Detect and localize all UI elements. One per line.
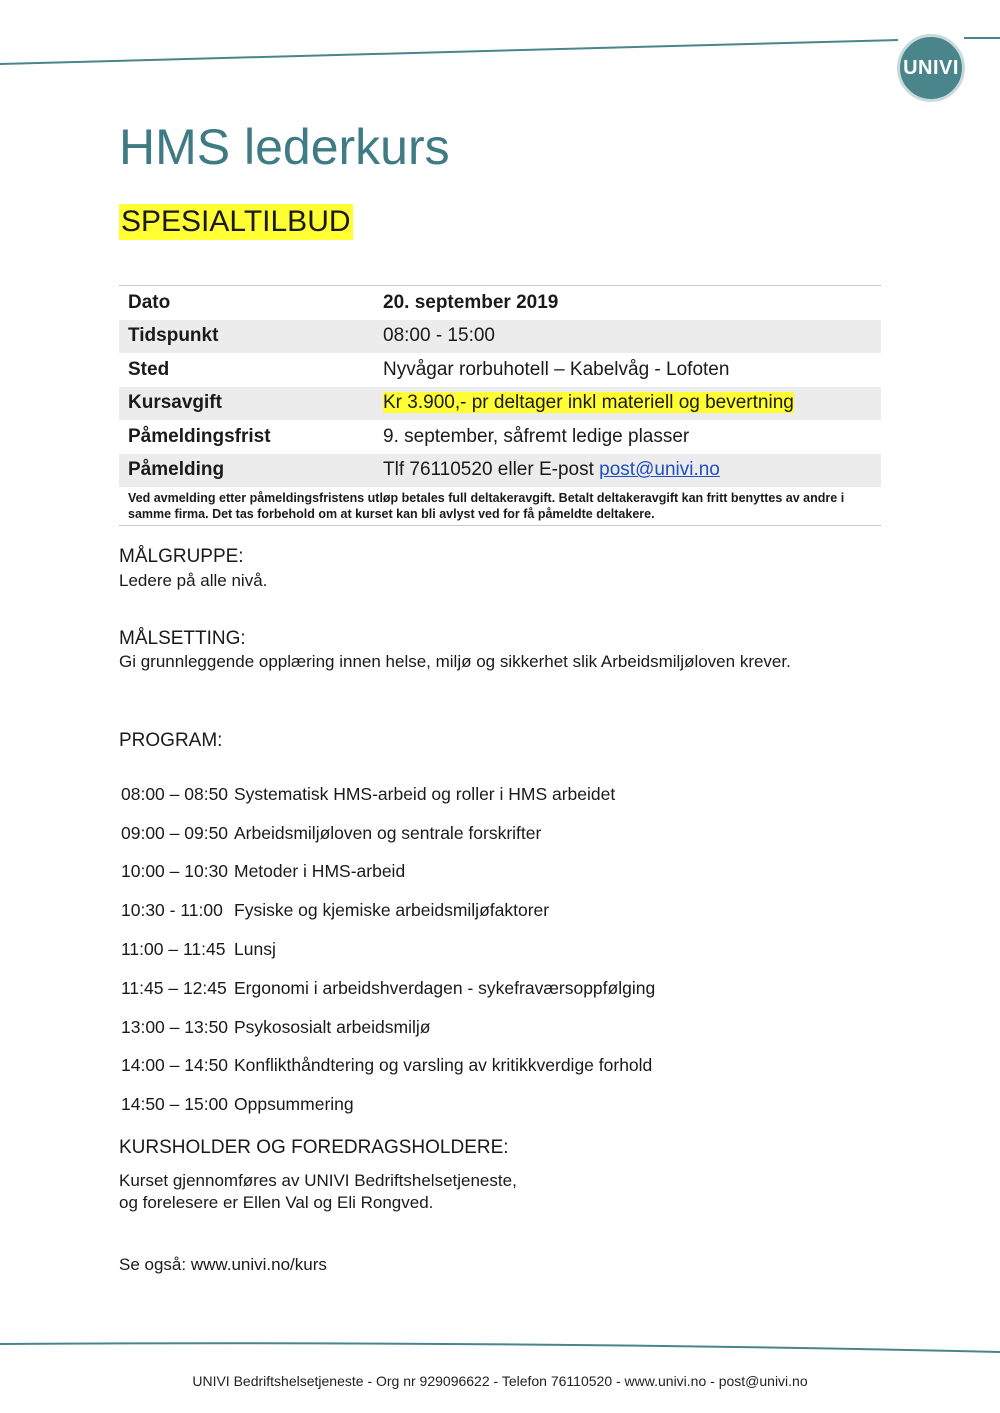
program-item [121,1047,655,1086]
program-text: Lunsj [234,939,276,960]
info-label: Sted [128,358,170,380]
price-highlight: Kr 3.900,- pr deltager inkl materiell og bevertning [383,392,794,414]
program-time: 13:00 – 13:50 [121,1016,229,1037]
program-text: Psykososialt arbeidsmiljø [234,1016,431,1037]
program-item [121,814,655,853]
info-label: Tidspunkt [119,320,374,354]
program-time: 09:00 – 09:50 [121,822,229,843]
info-row-tidspunkt [119,320,881,354]
program-list [121,775,655,1124]
info-value [374,454,881,488]
program-text: Oppsummering [234,1094,354,1115]
kursholder-heading: KURSHOLDER OG FOREDRAGSHOLDERE: [119,1137,509,1158]
footer-rule [0,1330,1000,1360]
email-link[interactable]: post@univi.no [599,459,720,481]
contact-prefix: Tlf 76110520 eller E-post [383,459,600,481]
program-item [121,891,655,930]
program-item [121,930,655,969]
page-title: HMS lederkurs [119,119,450,175]
program-text: Fysiske og kjemiske arbeidsmiljøfaktorer [234,900,550,921]
info-label: Påmeldingsfrist [128,425,271,447]
program-time: 14:00 – 14:50 [121,1055,229,1076]
info-row-kursavgift [119,387,881,421]
program-item [121,1008,655,1047]
info-row-pameldingsfrist [119,420,881,454]
see-also-text: Se også: www.univi.no/kurs [119,1255,327,1274]
kursholder-line-2: og forelesere er Ellen Val og Eli Rongved. [119,1193,434,1212]
special-offer-badge: SPESIALTILBUD [121,205,351,238]
program-text: Ergonomi i arbeidshverdagen - sykefraværsoppfølging [234,977,656,998]
info-label: Dato [128,291,171,313]
cancellation-note: Ved avmelding etter påmeldingsfristens utløp betales full deltakeravgift. Betalt deltakeravgift kan fritt benyttes av andre i samme firma. Det tas forbehold om at kurset kan bli avlyst ved for få påmeldte deltakere. [128,491,845,521]
info-row-pamelding [119,454,881,488]
program-time: 10:30 - 11:00 [121,900,223,921]
info-label: Kursavgift [119,387,374,421]
info-value [374,387,881,421]
info-label: Påmelding [119,454,374,488]
kursholder-line-1: Kurset gjennomføres av UNIVI Bedriftshelsetjeneste, [119,1171,517,1190]
page-footer: UNIVI Bedriftshelsetjeneste - Org nr 929096622 - Telefon 76110520 - www.univi.no - post@univi.no [192,1373,808,1389]
malsetting-text: Gi grunnleggende opplæring innen helse, miljø og sikkerhet slik Arbeidsmiljøloven krever. [119,652,791,671]
program-heading: PROGRAM: [119,730,223,751]
program-text: Arbeidsmiljøloven og sentrale forskrifter [234,822,542,843]
program-item [121,1085,655,1124]
program-item [121,969,655,1008]
header-rule [0,0,1000,80]
program-item [121,853,655,892]
program-text: Systematisk HMS-arbeid og roller i HMS arbeidet [234,783,616,804]
program-time: 14:50 – 15:00 [121,1094,229,1115]
malgruppe-heading: MÅLGRUPPE: [119,546,244,567]
malsetting-heading: MÅLSETTING: [119,628,246,649]
univi-logo: UNIVI [897,34,965,102]
program-time: 11:45 – 12:45 [121,977,227,998]
program-text: Konflikthåndtering og varsling av kritikkverdige forhold [234,1055,653,1076]
program-time: 11:00 – 11:45 [121,939,226,960]
info-value: 20. september 2019 [383,291,559,313]
info-note-row [119,487,881,526]
info-row-sted [119,353,881,387]
course-info-table [119,285,881,526]
malgruppe-text: Ledere på alle nivå. [119,571,268,590]
info-value: 9. september, såfremt ledige plasser [383,425,690,447]
program-time: 08:00 – 08:50 [121,783,229,804]
info-value: 08:00 - 15:00 [374,320,881,354]
program-time: 10:00 – 10:30 [121,861,229,882]
info-row-dato [119,286,881,320]
program-text: Metoder i HMS-arbeid [234,861,406,882]
program-item [121,775,655,814]
info-value: Nyvågar rorbuhotell – Kabelvåg - Lofoten [383,358,730,380]
